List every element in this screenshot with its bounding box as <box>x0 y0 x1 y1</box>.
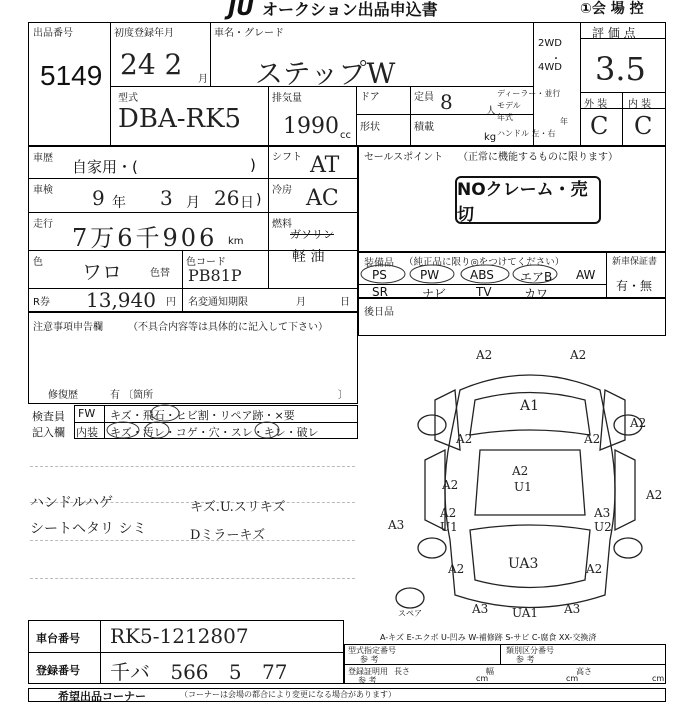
plate-label: 登録番号 <box>36 664 80 677</box>
exterior-value: C <box>590 112 609 140</box>
dmg-mark-5: A2 <box>584 432 601 446</box>
fuel-value: 軽 油 <box>292 249 325 265</box>
inspection-year-unit: 年 <box>112 195 126 211</box>
length-unit: cm <box>476 674 489 683</box>
dmg-mark-7: A2 <box>646 488 663 502</box>
shift-value: AT <box>310 153 340 178</box>
dmg-mark-9: A2 <box>512 464 529 478</box>
dmg-mark-20: UA1 <box>512 606 539 620</box>
chassis-label: 車台番号 <box>36 632 80 645</box>
name-change-month: 月 <box>296 297 306 308</box>
inspector-row1: キズ・飛石・ヒビ割・リペア跡・×要 <box>110 409 295 422</box>
note-line-3: キズ.U.スリキズ <box>190 500 286 515</box>
plate-value: 千バ 566 5 77 <box>110 660 288 684</box>
usage-value: 自家用・( <box>72 158 138 176</box>
spare-label: スペア <box>398 609 422 618</box>
model-value: ステップW <box>255 57 396 90</box>
color-label: 色 <box>33 257 43 268</box>
drive-2wd: 2WD <box>538 38 562 49</box>
note-line-1: ハンドルハゲ <box>30 495 114 511</box>
inspection-month-unit: 月 <box>186 195 200 211</box>
score-value: 3.5 <box>595 50 646 88</box>
warranty-value: 有・無 <box>616 279 653 293</box>
inspector-circles <box>105 403 365 441</box>
year-unit: 年 <box>560 117 568 126</box>
dmg-mark-3: A1 <box>520 398 540 414</box>
dmg-mark-11: A2 <box>440 506 457 520</box>
mileage-value: 7万6千906 <box>72 224 218 252</box>
dmg-mark-4: A2 <box>456 432 473 446</box>
no-claim-stamp: NOクレーム・売切 <box>455 176 601 224</box>
equipment-note: （純正品に限り◎をつけてください） <box>404 257 565 268</box>
inspection-month: 3 <box>160 186 173 210</box>
capacity-value: 8 <box>440 90 453 114</box>
class-number-label: 類別区分番号 <box>506 646 554 655</box>
dmg-mark-2: A2 <box>570 348 587 362</box>
drive-4wd: 4WD <box>538 62 562 73</box>
inspection-day-unit: 日 <box>240 195 254 211</box>
sales-point-label: セールスポイント <box>364 152 444 163</box>
usage-close: ) <box>250 156 256 174</box>
inspector-label-1: 検査員 <box>32 410 65 423</box>
equip-sr: SR <box>372 285 388 299</box>
dmg-mark-13: U1 <box>440 520 458 534</box>
width-unit: cm <box>566 674 579 683</box>
mileage-unit: km <box>228 236 244 247</box>
dmg-mark-15: U2 <box>594 520 612 534</box>
equip-navi: ナビ <box>422 287 447 301</box>
usage-label: 車歴 <box>33 153 53 164</box>
lot-label: 出品番号 <box>33 28 73 39</box>
dmg-mark-18: A2 <box>586 562 603 576</box>
first-reg-label: 初度登録年月 <box>114 28 174 39</box>
note-line-2: シートヘタリ シミ <box>30 521 147 537</box>
dmg-mark-17: UA3 <box>508 556 539 572</box>
score-label: 評 価 点 <box>592 26 636 40</box>
mileage-label: 走行 <box>33 219 53 230</box>
dmg-mark-12: A3 <box>388 518 405 532</box>
equip-airbag: エアB <box>520 270 553 284</box>
type-number-sub: 参 考 <box>360 655 379 664</box>
dmg-mark-14: A3 <box>594 506 611 520</box>
class-number-sub: 参 考 <box>516 655 535 664</box>
width-label: 幅 <box>486 667 494 676</box>
notice-label: 注意事項申告欄 <box>33 322 103 333</box>
height-unit: cm <box>652 674 665 683</box>
notice-note: （不具合内容等は具体的に記入して下さい） <box>128 322 328 333</box>
venue-copy-label: ①会 場 控 <box>580 1 644 17</box>
equip-abs: ABS <box>470 268 494 282</box>
form-title: オークション出品申込書 <box>262 0 438 19</box>
year-label: 年式 <box>497 113 513 122</box>
recycle-label: R券 <box>33 297 50 308</box>
equip-aw: AW <box>576 268 596 282</box>
repair-label: 修復歴 <box>48 390 78 401</box>
dmg-mark-16: A2 <box>448 562 465 576</box>
door-label: ドア <box>360 92 380 103</box>
cert-sub: 参 考 <box>358 676 377 685</box>
chassis-value: RK5-1212807 <box>110 624 249 648</box>
interior-label: 内 装 <box>628 99 652 110</box>
load-label: 積載 <box>414 122 434 133</box>
type-number-label: 型式指定番号 <box>348 646 396 655</box>
model-label: 車名・グレード <box>214 28 284 39</box>
height-label: 高さ <box>576 667 592 676</box>
drive-sep: ・ <box>551 54 561 65</box>
capacity-label: 定員 <box>414 92 434 103</box>
cert-label: 登録証明用 <box>348 667 388 676</box>
type-label: 型式 <box>118 93 138 104</box>
color-code-value: PB81P <box>188 266 242 285</box>
shift-label: シフト <box>272 152 302 163</box>
note-line-4: Dミラーキズ <box>190 528 266 543</box>
inspector-interior: 内装 <box>76 426 98 439</box>
after-parts-label: 後日品 <box>364 307 394 318</box>
model-sub-label: モデル <box>497 101 521 110</box>
displacement-unit: cc <box>340 130 351 141</box>
recycle-value: 13,940 <box>86 288 156 312</box>
color-change-label: 色替 <box>150 268 170 279</box>
dmg-mark-10: U1 <box>514 480 532 494</box>
length-label: 長さ <box>394 667 410 676</box>
dmg-mark-1: A2 <box>476 348 493 362</box>
inspection-label: 車検 <box>33 185 53 196</box>
form-logo: JU <box>228 0 255 21</box>
after-parts-block <box>358 298 666 336</box>
damage-legend: A-キズ E-エクボ U-凹み W-補修跡 S-サビ C-腐食 XX-交換済 <box>380 633 597 642</box>
capacity-unit: 人 <box>486 106 496 117</box>
dmg-mark-6: A2 <box>630 416 647 430</box>
dmg-mark-21: A3 <box>564 602 581 616</box>
corner-note: （コーナーは会場の都合により変更になる場合があります） <box>180 690 396 699</box>
corner-label: 希望出品コーナー <box>58 690 146 703</box>
first-reg-unit: 月 <box>198 74 208 85</box>
displacement-value: 1990 <box>283 114 339 139</box>
dmg-mark-19: A3 <box>472 602 489 616</box>
load-unit: kg <box>484 132 497 143</box>
equip-ps: PS <box>372 268 387 282</box>
inspection-day: 26 <box>214 186 240 210</box>
fuel-label: 燃料 <box>272 219 292 230</box>
inspection-year: 9 <box>92 186 105 210</box>
steering-label: ハンドル 左・右 <box>497 129 556 138</box>
inspection-paren-close: ) <box>256 192 262 208</box>
sales-point-note: （正常に機能するものに限ります） <box>458 152 618 163</box>
exterior-label: 外 装 <box>584 99 608 110</box>
warranty-label: 新車保証書 <box>612 257 658 267</box>
lot-number: 5149 <box>40 60 103 91</box>
repair-close: 〕 <box>338 390 348 401</box>
inspector-label-2: 記入欄 <box>32 426 65 439</box>
aircon-value: AC <box>306 186 339 211</box>
aircon-label: 冷房 <box>272 185 292 196</box>
fuel-crossed: ガソリン <box>290 228 334 241</box>
equipment-label: 装備品 <box>364 258 394 269</box>
equipment-circles <box>360 262 610 286</box>
color-code-label: 色コード <box>186 257 226 268</box>
equip-leather: カワ <box>524 287 549 301</box>
inspector-row2: キズ・汚レ・コゲ・穴・スレ・キレ・破レ <box>110 426 319 439</box>
inspector-fw: FW <box>78 407 96 420</box>
repair-value: 有 〔箇所 <box>110 390 154 401</box>
dmg-mark-8: A2 <box>442 478 459 492</box>
equip-tv: TV <box>476 285 492 299</box>
color-value: ワロ <box>82 260 122 284</box>
name-change-day: 日 <box>340 297 350 308</box>
recycle-unit: 円 <box>166 297 176 308</box>
type-value: DBA-RK5 <box>118 104 242 134</box>
equip-pw: PW <box>420 268 440 282</box>
dealer-label: ディーラー・並行 <box>497 89 561 98</box>
displacement-label: 排気量 <box>272 93 302 104</box>
name-change-label: 名変通知期限 <box>188 297 248 308</box>
interior-value: C <box>634 112 653 140</box>
first-reg-value: 24 2 <box>120 48 183 81</box>
shape-label: 形状 <box>360 122 380 133</box>
